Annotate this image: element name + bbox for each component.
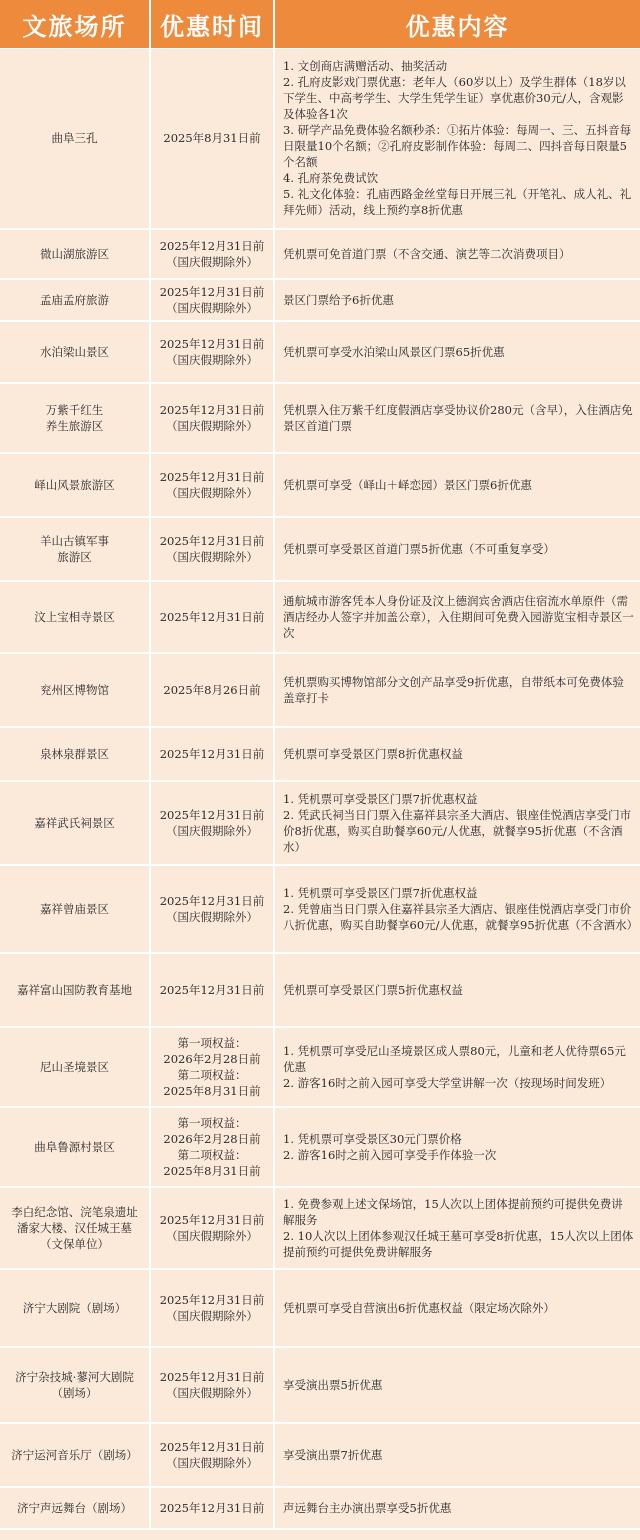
row-content: 1. 凭机票可享受景区门票7折优惠权益 2. 凭武氏祠当日门票入住嘉祥县宗圣大酒店、银座佳悦酒店享受门市价8折优惠，购买自助餐享60元/人优惠，就餐享95折优惠（不含酒水） — [274, 781, 640, 865]
table-row — [0, 1269, 640, 1347]
row-place: 峄山风景旅游区 — [0, 453, 150, 517]
row-time: 2025年12月31日前 （国庆假期除外） — [150, 865, 274, 953]
row-place: 曲阜鲁源村景区 — [0, 1107, 150, 1187]
row-time: 2025年12月31日前 （国庆假期除外） — [150, 383, 274, 453]
row-place: 嘉祥曾庙景区 — [0, 865, 150, 953]
row-content: 1. 文创商店满赠活动、抽奖活动 2. 孔府皮影戏门票优惠：老年人（60岁以上）及学生群体（18岁以下学生、中高考学生、大学生凭学生证）享优惠价30元/人，含观影及体验各1次 3. 研学产品免费体验名额秒杀：①拓片体验：每周一、三、五抖音每日限量10个名额；②孔府皮影制作体验：每周二、四抖音每日限量5个名额 4. 孔府茶免费试饮 5. 礼文化体验：孔庙西路金丝堂每日开展三礼（开笔礼、成人礼、礼拜先师）活动，线上预约享8折优惠 — [274, 49, 640, 229]
row-content: 享受演出票7折优惠 — [274, 1423, 640, 1487]
row-content: 凭机票入住万紫千红度假酒店享受协议价280元（含早），入住酒店免景区首道门票 — [274, 383, 640, 453]
row-time: 2025年12月31日前 （国庆假期除外） — [150, 279, 274, 321]
row-time: 第一项权益： 2026年2月28日前 第二项权益： 2025年8月31日前 — [150, 1107, 274, 1187]
table-row — [0, 781, 640, 865]
row-place: 羊山古镇军事 旅游区 — [0, 517, 150, 581]
table-row — [0, 49, 640, 229]
row-place: 嘉祥武氏祠景区 — [0, 781, 150, 865]
row-time: 2025年12月31日前 （国庆假期除外） — [150, 1269, 274, 1347]
row-time: 2025年12月31日前 （国庆假期除外） — [150, 453, 274, 517]
row-content: 1. 凭机票可享受尼山圣境景区成人票80元，儿童和老人优待票65元优惠 2. 游客16时之前入园可享受大学堂讲解一次（按现场时间发班） — [274, 1027, 640, 1107]
table-row — [0, 517, 640, 581]
row-content: 凭机票可享受（峄山＋峄恋园）景区门票6折优惠 — [274, 453, 640, 517]
row-content: 凭机票可享受水泊梁山风景区门票65折优惠 — [274, 321, 640, 383]
row-place: 微山湖旅游区 — [0, 229, 150, 279]
table-row — [0, 1347, 640, 1423]
header-place: 文旅场所 — [0, 0, 150, 49]
row-time: 2025年8月31日前 — [150, 49, 274, 229]
row-time: 2025年12月31日前 — [150, 727, 274, 781]
row-place: 济宁运河音乐厅（剧场） — [0, 1423, 150, 1487]
row-content: 凭机票可享受景区门票5折优惠权益 — [274, 953, 640, 1027]
header-content: 优惠内容 — [274, 0, 640, 49]
table-row — [0, 727, 640, 781]
row-content: 享受演出票5折优惠 — [274, 1347, 640, 1423]
row-place: 李白纪念馆、浣笔泉遗址 潘家大楼、汉任城王墓 （文保单位） — [0, 1187, 150, 1269]
row-content: 声远舞台主办演出票享受5折优惠 — [274, 1487, 640, 1529]
table-row — [0, 279, 640, 321]
row-place: 济宁大剧院（剧场） — [0, 1269, 150, 1347]
row-time: 2025年12月31日前 （国庆假期除外） — [150, 781, 274, 865]
row-content: 1. 凭机票可享受景区30元门票价格 2. 游客16时之前入园可享受手作体验一次 — [274, 1107, 640, 1187]
table-row — [0, 453, 640, 517]
row-time: 第一项权益： 2026年2月28日前 第二项权益： 2025年8月31日前 — [150, 1027, 274, 1107]
row-content: 1. 凭机票可享受景区门票7折优惠权益 2. 凭曾庙当日门票入住嘉祥县宗圣大酒店、银座佳悦酒店享受门市价八折优惠，购买自助餐享60元/人优惠，就餐享95折优惠（不含酒水） — [274, 865, 640, 953]
table-row — [0, 229, 640, 279]
row-content: 景区门票给予6折优惠 — [274, 279, 640, 321]
table-row — [0, 1107, 640, 1187]
row-place: 孟庙孟府旅游 — [0, 279, 150, 321]
row-place: 济宁声远舞台（剧场） — [0, 1487, 150, 1529]
table-row — [0, 1187, 640, 1269]
row-time: 2025年12月31日前 （国庆假期除外） — [150, 1187, 274, 1269]
row-content: 凭机票可享受自营演出6折优惠权益（限定场次除外） — [274, 1269, 640, 1347]
row-time: 2025年12月31日前 （国庆假期除外） — [150, 517, 274, 581]
row-place: 济宁杂技城·蓼河大剧院 （剧场） — [0, 1347, 150, 1423]
row-time: 2025年8月26日前 — [150, 653, 274, 727]
table-row — [0, 1423, 640, 1487]
row-time: 2025年12月31日前 （国庆假期除外） — [150, 1347, 274, 1423]
row-content: 凭机票购买博物馆部分文创产品享受9折优惠，自带纸本可免费体验盖章打卡 — [274, 653, 640, 727]
row-place: 泉林泉群景区 — [0, 727, 150, 781]
row-content: 凭机票可享受景区首道门票5折优惠（不可重复享受） — [274, 517, 640, 581]
row-time: 2025年12月31日前 （国庆假期除外） — [150, 229, 274, 279]
row-content: 凭机票可享受景区门票8折优惠权益 — [274, 727, 640, 781]
table-row — [0, 321, 640, 383]
row-place: 嘉祥富山国防教育基地 — [0, 953, 150, 1027]
table-row — [0, 653, 640, 727]
table-row — [0, 1027, 640, 1107]
row-place: 水泊梁山景区 — [0, 321, 150, 383]
row-place: 兖州区博物馆 — [0, 653, 150, 727]
table-row — [0, 383, 640, 453]
row-time: 2025年12月31日前 （国庆假期除外） — [150, 321, 274, 383]
table-header-row — [0, 0, 640, 49]
row-content: 凭机票可免首道门票（不含交通、演艺等二次消费项目） — [274, 229, 640, 279]
row-content: 1. 免费参观上述文保场馆，15人次以上团体提前预约可提供免费讲解服务 2. 10人次以上团体参观汉任城王墓可享受8折优惠，15人次以上团体提前预约可提供免费讲解服务 — [274, 1187, 640, 1269]
header-time: 优惠时间 — [150, 0, 274, 49]
row-place: 尼山圣境景区 — [0, 1027, 150, 1107]
table-row — [0, 865, 640, 953]
row-place: 曲阜三孔 — [0, 49, 150, 229]
table-row — [0, 1487, 640, 1529]
row-time: 2025年12月31日前 — [150, 581, 274, 653]
table-row — [0, 953, 640, 1027]
row-content: 通航城市游客凭本人身份证及汶上德润宾舍酒店住宿流水单原件（需酒店经办人签字并加盖公章），入住期间可免费入园游览宝相寺景区一次 — [274, 581, 640, 653]
row-place: 万紫千红生 养生旅游区 — [0, 383, 150, 453]
row-time: 2025年12月31日前 — [150, 1487, 274, 1529]
row-time: 2025年12月31日前 — [150, 953, 274, 1027]
table-row — [0, 581, 640, 653]
row-place: 汶上宝相寺景区 — [0, 581, 150, 653]
row-time: 2025年12月31日前 （国庆假期除外） — [150, 1423, 274, 1487]
